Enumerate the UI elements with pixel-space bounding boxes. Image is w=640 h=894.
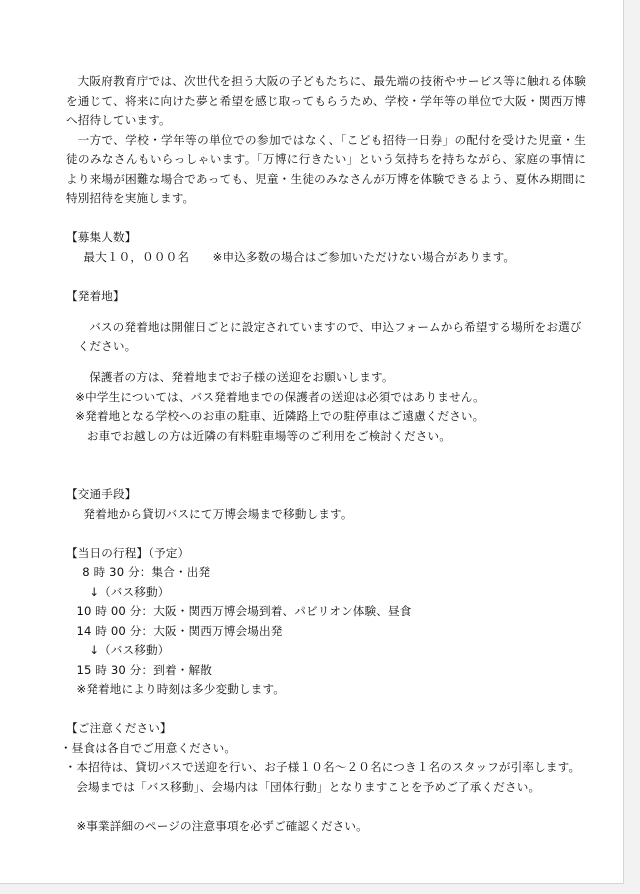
departure-text-1: バスの発着地は開催日ごとに設定されていますので、申込フォームから希望する場所をお選びください。 [77,319,582,354]
schedule-item: ↓（バス移動） [89,643,170,658]
recruit-heading: 【募集人数】 [66,230,137,244]
document-body [60,72,586,836]
departure-note-1: ※中学生については、バス発着地までの保護者の送迎は必須ではありません。 [75,389,485,404]
caution-item-1: ・昼食は各自でご用意ください。 [60,740,237,755]
schedule-item: 8 時 30 分：集合・出発 [82,565,211,580]
schedule-item: 14 時 00 分：大阪・関西万博会場出発 [76,623,283,638]
schedule-note: ※発着地により時刻は多少変動します。 [76,682,286,697]
departure-heading: 【発着地】 [66,288,125,303]
caution-heading: 【ご注意ください】 [66,721,172,736]
recruit-note: ※申込多数の場合はご参加いただけない場合があります。 [212,249,516,264]
caution-item-2: ・本招待は、貸切バスで送迎を行い、お子様１０名～２０名につき１名のスタッフが引率します。会場までは「バス移動」、会場内は「団体行動」となりますことを予めご了承ください。 [64,760,581,794]
recruit-count: 最大１０，０００名 [83,249,190,264]
intro-paragraph-2: 一方で、学校・学年等の単位での参加ではなく、「こども招待一日券」の配付を受けた児童・生徒のみなさんもいらっしゃいます。「万博に行きたい」という気持ちを持ちながら、家庭の事情により来場が困難な場合であっても、児童・生徒のみなさんが万博を体験できるよう、夏休み期間に特別招待を実施します。 [66,132,586,205]
transport-text: 発着地から貸切バスにて万博会場まで移動します。 [83,506,353,521]
departure-text-2: 保護者の方は、発着地までお子様の送迎をお願いします。 [89,370,394,385]
caution-final-note: ※事業詳細のページの注意事項を必ずご確認ください。 [76,818,368,833]
schedule-item: 10 時 00 分：大阪・関西万博会場到着、パビリオン体験、昼食 [76,604,412,619]
schedule-heading: 【当日の行程】（予定） [66,545,190,560]
transport-heading: 【交通手段】 [66,487,137,502]
departure-note-2: ※発着地となる学校へのお車の駐車、近隣路上での駐停車はご遠慮ください。 [75,409,485,424]
departure-note-3: お車でお越しの方は近隣の有料駐車場等のご利用をご検討ください。 [86,428,451,443]
schedule-item: ↓（バス移動） [89,584,170,599]
recruit-count-line [66,248,586,268]
intro-paragraph-1: 大阪府教育庁では、次世代を担う大阪の子どもたちに、最先端の技術やサービス等に触れる体験を通じて、将来に向けた夢と希望を感じ取ってもらうため、学校・学年等の単位で大阪・関西万博へ招待しています。 [66,74,586,127]
schedule-item: 15 時 30 分：到着・解散 [76,662,212,677]
